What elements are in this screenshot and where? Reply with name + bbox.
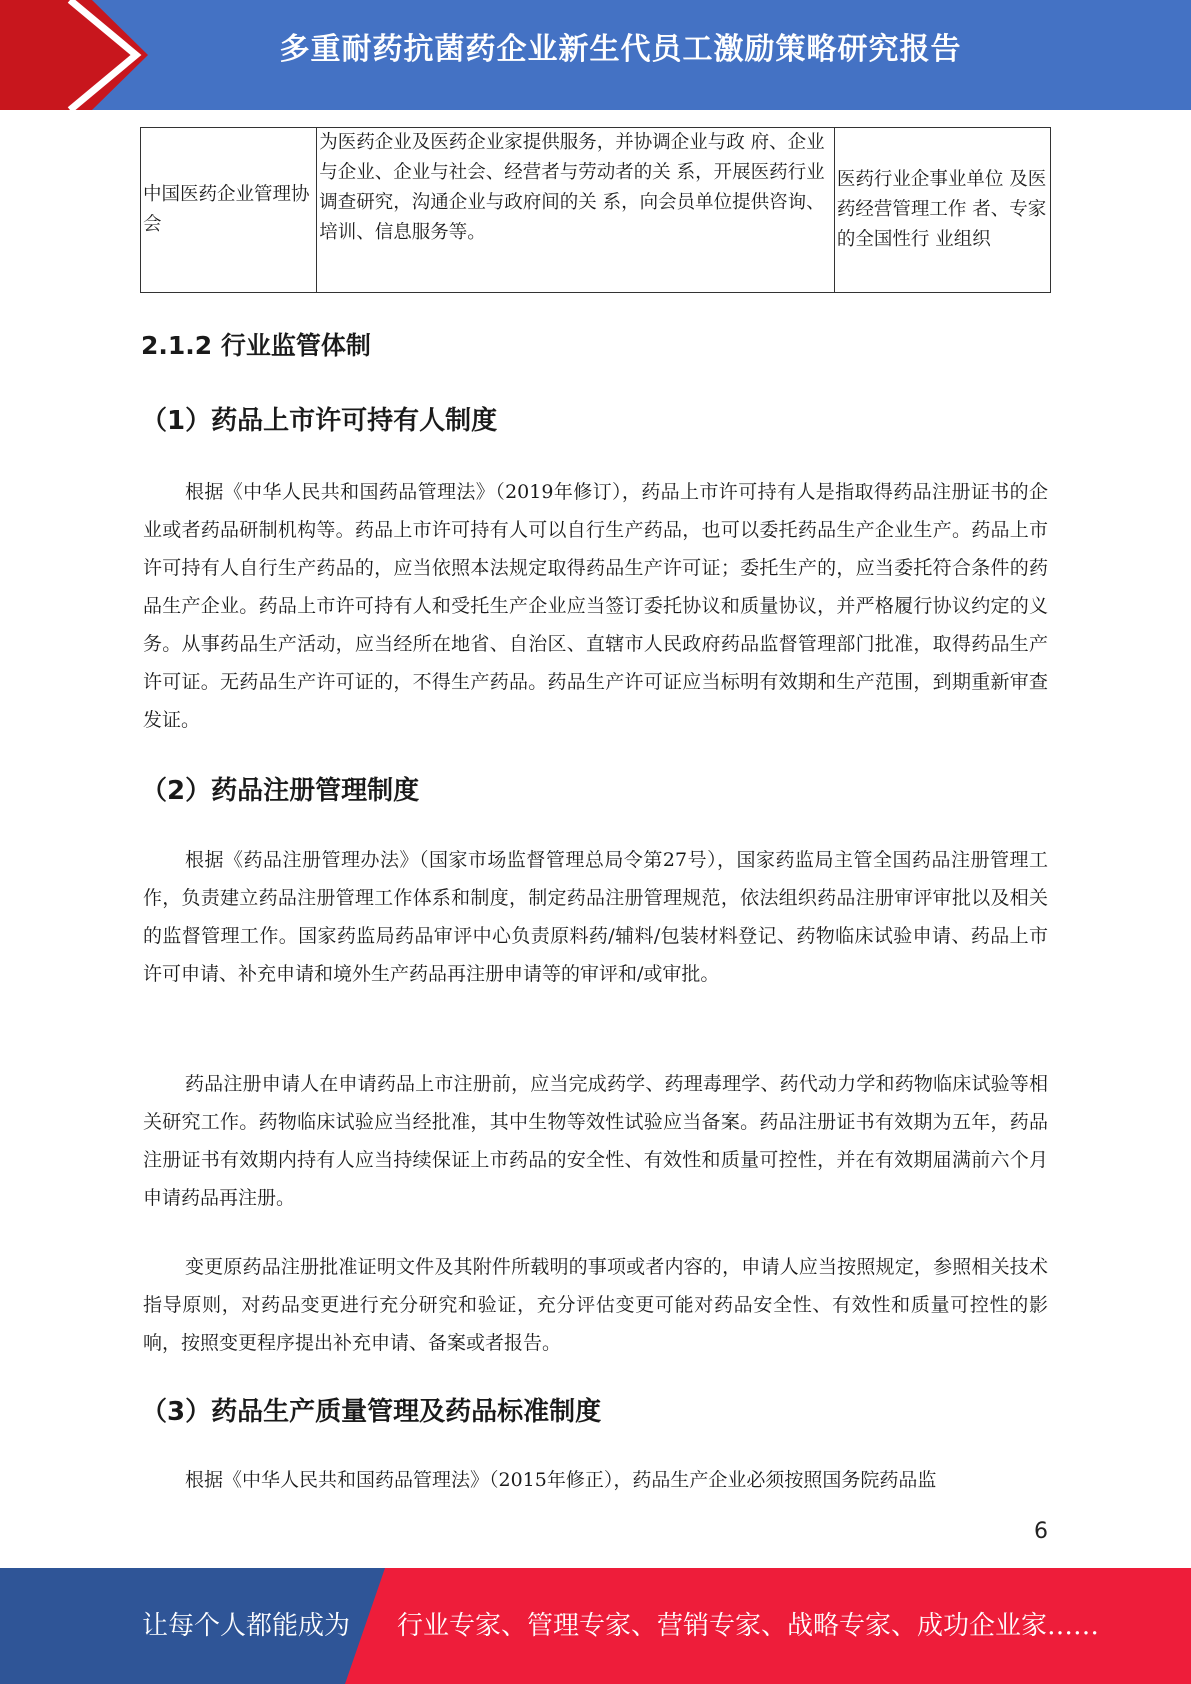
table-row xyxy=(141,128,1051,293)
subsection-heading-2: （2）药品注册管理制度 xyxy=(141,776,420,806)
report-title: 多重耐药抗菌药企业新生代员工激励策略研究报告 xyxy=(279,32,962,67)
footer-slogan-left: 让每个人都能成为 xyxy=(142,1611,351,1641)
subsection-heading-3: （3）药品生产质量管理及药品标准制度 xyxy=(141,1397,602,1427)
paragraph-3: 药品注册申请人在申请药品上市注册前，应当完成药学、药理毒理学、药代动力学和药物临床试验等相关研究工作。药物临床试验应当经批准，其中生物等效性试验应当备案。药品注册证书有效期为五年，药品注册证书有效期内持有人应当持续保证上市药品的安全性、有效性和质量可控性，并在有效期届满前六个月申请药品再注册。 xyxy=(143,1073,1048,1209)
paragraph-1: 根据《中华人民共和国药品管理法》（2019年修订），药品上市许可持有人是指取得药品注册证书的企业或者药品研制机构等。药品上市许可持有人可以自行生产药品，也可以委托药品生产企业生产。药品上市许可持有人自行生产药品的，应当依照本法规定取得药品生产许可证；委托生产的，应当委托符合条件的药品生产企业。药品上市许可持有人和受托生产企业应当签订委托协议和质量协议，并严格履行协议约定的义务。从事药品生产活动，应当经所在地省、自治区、直辖市人民政府药品监督管理部门批准，取得药品生产许可证。无药品生产许可证的，不得生产药品。药品生产许可证应当标明有效期和生产范围，到期重新审查发证。 xyxy=(143,481,1048,731)
table-cell-name: 中国医药企业管理协会 xyxy=(141,128,317,293)
table-cell-scope: 医药行业企事业单位 及医药经营管理工作 者、专家的全国性行 业组织 xyxy=(834,128,1050,293)
paragraph-2: 根据《药品注册管理办法》（国家市场监督管理总局令第27号），国家药监局主管全国药品注册管理工作，负责建立药品注册管理工作体系和制度，制定药品注册管理规范，依法组织药品注册审评审批以及相关的监督管理工作。国家药监局药品审评中心负责原料药/辅料/包装材料登记、药物临床试验申请、药品上市许可申请、补充申请和境外生产药品再注册申请等的审评和/或审批。 xyxy=(143,849,1048,985)
page-footer-banner xyxy=(0,1568,1191,1684)
footer-slogan-right: 行业专家、管理专家、营销专家、战略专家、成功企业家…… xyxy=(397,1611,1100,1641)
paragraph-5: 根据《中华人民共和国药品管理法》（2015年修正），药品生产企业必须按照国务院药品监 xyxy=(185,1469,937,1491)
page-number: 6 xyxy=(1034,1519,1048,1544)
subsection-heading-1: （1）药品上市许可持有人制度 xyxy=(141,406,498,436)
section-heading: 2.1.2 行业监管体制 xyxy=(141,331,371,360)
table-cell-description: 为医药企业及医药企业家提供服务，并协调企业与政 府、企业与企业、企业与社会、经营者与劳动者的关 系，开展医药行业调查研究，沟通企业与政府间的关 系，向会员单位提供咨询、培训、信息服务等。 xyxy=(317,128,835,293)
paragraph-4: 变更原药品注册批准证明文件及其附件所载明的事项或者内容的，申请人应当按照规定，参照相关技术指导原则，对药品变更进行充分研究和验证，充分评估变更可能对药品安全性、有效性和质量可控性的影响，按照变更程序提出补充申请、备案或者报告。 xyxy=(143,1256,1048,1354)
association-table xyxy=(140,127,1051,293)
page-header-banner xyxy=(0,0,1191,110)
